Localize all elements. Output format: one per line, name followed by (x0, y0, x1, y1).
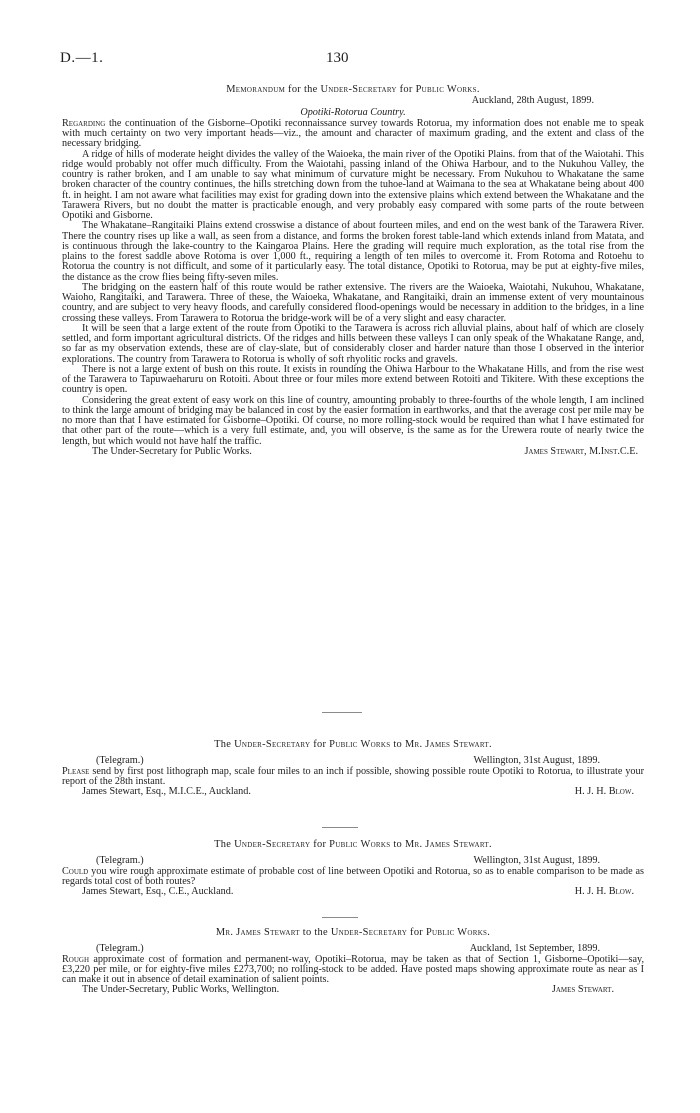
memorandum-section (62, 85, 644, 457)
telegram-place-date: Wellington, 31st August, 1899. (473, 755, 600, 767)
telegram-1-closing (62, 787, 644, 797)
telegram-3-closing (62, 985, 644, 995)
telegram-addressee: The Under-Secretary, Public Works, Wellington. (82, 984, 280, 996)
title-memorandum-word: Memorandum (226, 84, 286, 95)
lead-word: Could (62, 865, 89, 877)
section-divider (322, 917, 358, 918)
page-number: 130 (326, 50, 349, 66)
memorandum-paragraph: Considering the great extent of easy work on this line of country, amounting probably to three-fourths of the whole length, I am inclined to think the large amount of bridging may be balanced in cost by the easier formation in earthworks, and that the average cost per mile may be no more than that I have estimated for Gisborne–Opotiki. Of course, no more rolling-stock would be required than what I have estimated for that other part of the route—which is a very full estimate, and, you will observe, is the same as for the Urewera route of nearly twice the length, but which would not have half the traffic. (62, 394, 644, 447)
lead-word: Please (62, 765, 90, 777)
memorandum-paragraph: Regarding the continuation of the Gisborne–Opotiki reconnaissance survey towards Rotorua, my information does not enable me to speak with much certainty on two very important heads—viz., the amount and character of maximum grading, and the extent and class of the necessary bridging. (62, 117, 644, 150)
memorandum-paragraph: It will be seen that a large extent of the route from Opotiki to the Tarawera is across rich alluvial plains, about half of which are closely settled, and form important agricultural districts. Of the ridges and hills between these valleys I can only speak of the Whakatane Range, and, so far as my observation extends, these are of clay-slate, but of considerably closer and harder nature than those I observed in the interior explorations. The country from Tarawera to Rotorua is wholly of soft rhyolitic rocks and gravels. (62, 322, 644, 365)
telegram-label: (Telegram.) (96, 943, 144, 955)
memorandum-paragraph: The bridging on the eastern half of this route would be rather extensive. The rivers are the Waioeka, Waiotahi, Nukuhou, Whakatane, Waioho, Rangitaiki, and Tarawera. Three of these, the Waioeka, Whakatane, and Rangitaiki, drain an immense extent of very mountainous country, and are subject to very heavy floods, and carefully considered flood-openings would be necessary in addition to the bridges, in a line crossing these valleys. From Tarawera to Rotorua the bridge-work will be of a very slight and easy character. (62, 281, 644, 324)
section-divider (322, 827, 358, 828)
memorandum-paragraph: A ridge of hills of moderate height divides the valley of the Waioeka, the main river of the Opotiki Plains. from that of the Waiotahi. This ridge would probably not offer much difficulty. From the Waiotahi, passing inland of the Ohiwa Harbour, and to the Nukuhou Valley, the country is rather broken, and I am unable to say what minimum of curvature might be necessary. From Nukuhou to Whakatane the same broken character of the country continues, the hills stretching down from the tuhoe-land at Waimana to the sea at Whakatane being about 400 ft. in height. I am not aware what facilities may exist for grading down into the extensive plains which extend between the Whakatane and the Tarawera Rivers, but no doubt the matter is practicable enough, and very probably easy compared with some parts of the route between Opotiki and Gisborne. (62, 148, 644, 221)
telegram-place-date: Auckland, 1st September, 1899. (469, 943, 600, 955)
memorandum-title: Memorandum for the Under-Secretary for Public Works. (226, 84, 480, 95)
telegram-2-title: The Under-Secretary for Public Works to Mr. James Stewart. (214, 839, 492, 850)
memorandum-place-date: Auckland, 28th August, 1899. (471, 95, 594, 107)
telegram-signature: H. J. H. Blow. (574, 886, 634, 897)
telegram-2-body: Could you wire rough approximate estimate of probable cost of line between Opotiki and Rotorua, so as to enable comparison to be made as regards total cost of both routes? (62, 865, 644, 887)
memorandum-signature: James Stewart, M.Inst.C.E. (524, 445, 638, 457)
telegram-1-section (62, 740, 644, 797)
telegram-label: (Telegram.) (96, 755, 144, 767)
memorandum-paragraph: There is not a large extent of bush on this route. It exists in rounding the Ohiwa Harbour to the Whakatane Hills, and from the rise west of the Tarawera to Tapuwaeharuru on Rotoiti. About three or four miles more extend between Rotoiti and Tikitere. With these exceptions the country is open. (62, 363, 644, 396)
telegram-3-section (62, 928, 644, 996)
telegram-1-title: The Under-Secretary for Public Works to Mr. James Stewart. (214, 739, 492, 750)
document-reference: D.—1. (60, 50, 104, 66)
telegram-1-body: Please send by first post lithograph map, scale four miles to an inch if possible, showing possible route Opotiki to Rotorua, to illustrate your report of the 28th instant. (62, 765, 644, 787)
telegram-3-body: Rough approximate cost of formation and permanent-way, Opotiki–Rotorua, may be taken as that of Section 1, Gisborne–Opotiki—say, £3,220 per mile, or for eighty-five miles £273,700; no rolling-stock to be added. Have posted maps showing approximate route as near as I can make it out in absence of detail examination of salient points. (62, 953, 644, 985)
section-divider (322, 712, 362, 713)
lead-word: Regarding (62, 117, 106, 129)
memorandum-addressee: The Under-Secretary for Public Works. (92, 445, 252, 457)
telegram-2-closing (62, 887, 644, 897)
telegram-label: (Telegram.) (96, 855, 144, 867)
telegram-3-title: Mr. James Stewart to the Under-Secretary for Public Works. (215, 927, 491, 938)
telegram-2-section (62, 840, 644, 897)
telegram-signature: James Stewart. (551, 984, 614, 996)
telegram-signature: H. J. H. Blow. (574, 786, 634, 797)
memorandum-subject: Opotiki-Rotorua Country. (300, 106, 406, 118)
telegram-addressee: James Stewart, Esq., C.E., Auckland. (82, 886, 234, 897)
memorandum-paragraph: The Whakatane–Rangitaiki Plains extend crosswise a distance of about fourteen miles, and end on the west bank of the Tarawera River. There the country rises up like a wall, as seen from a distance, and forms the broken forest table-land which extends inland from Matata, and is continuous through the lake-country to the Kaingaroa Plains. Here the grading will require much exploration, as the total rise from the plains to the forest saddle above Rotoma is over 1,000 ft., requiring a length of ten miles to overcome it. From Rotoma and Rotoehu to Rotorua the country is not difficult, and some of it particularly easy. The total distance, Opotiki to Rotorua, may be put at eighty-five miles, the distance as the crow flies being fifty-seven miles. (62, 220, 644, 283)
memorandum-closing (62, 447, 644, 457)
telegram-place-date: Wellington, 31st August, 1899. (473, 855, 600, 867)
telegram-addressee: James Stewart, Esq., M.I.C.E., Auckland. (82, 786, 251, 797)
lead-word: Rough (62, 953, 90, 965)
